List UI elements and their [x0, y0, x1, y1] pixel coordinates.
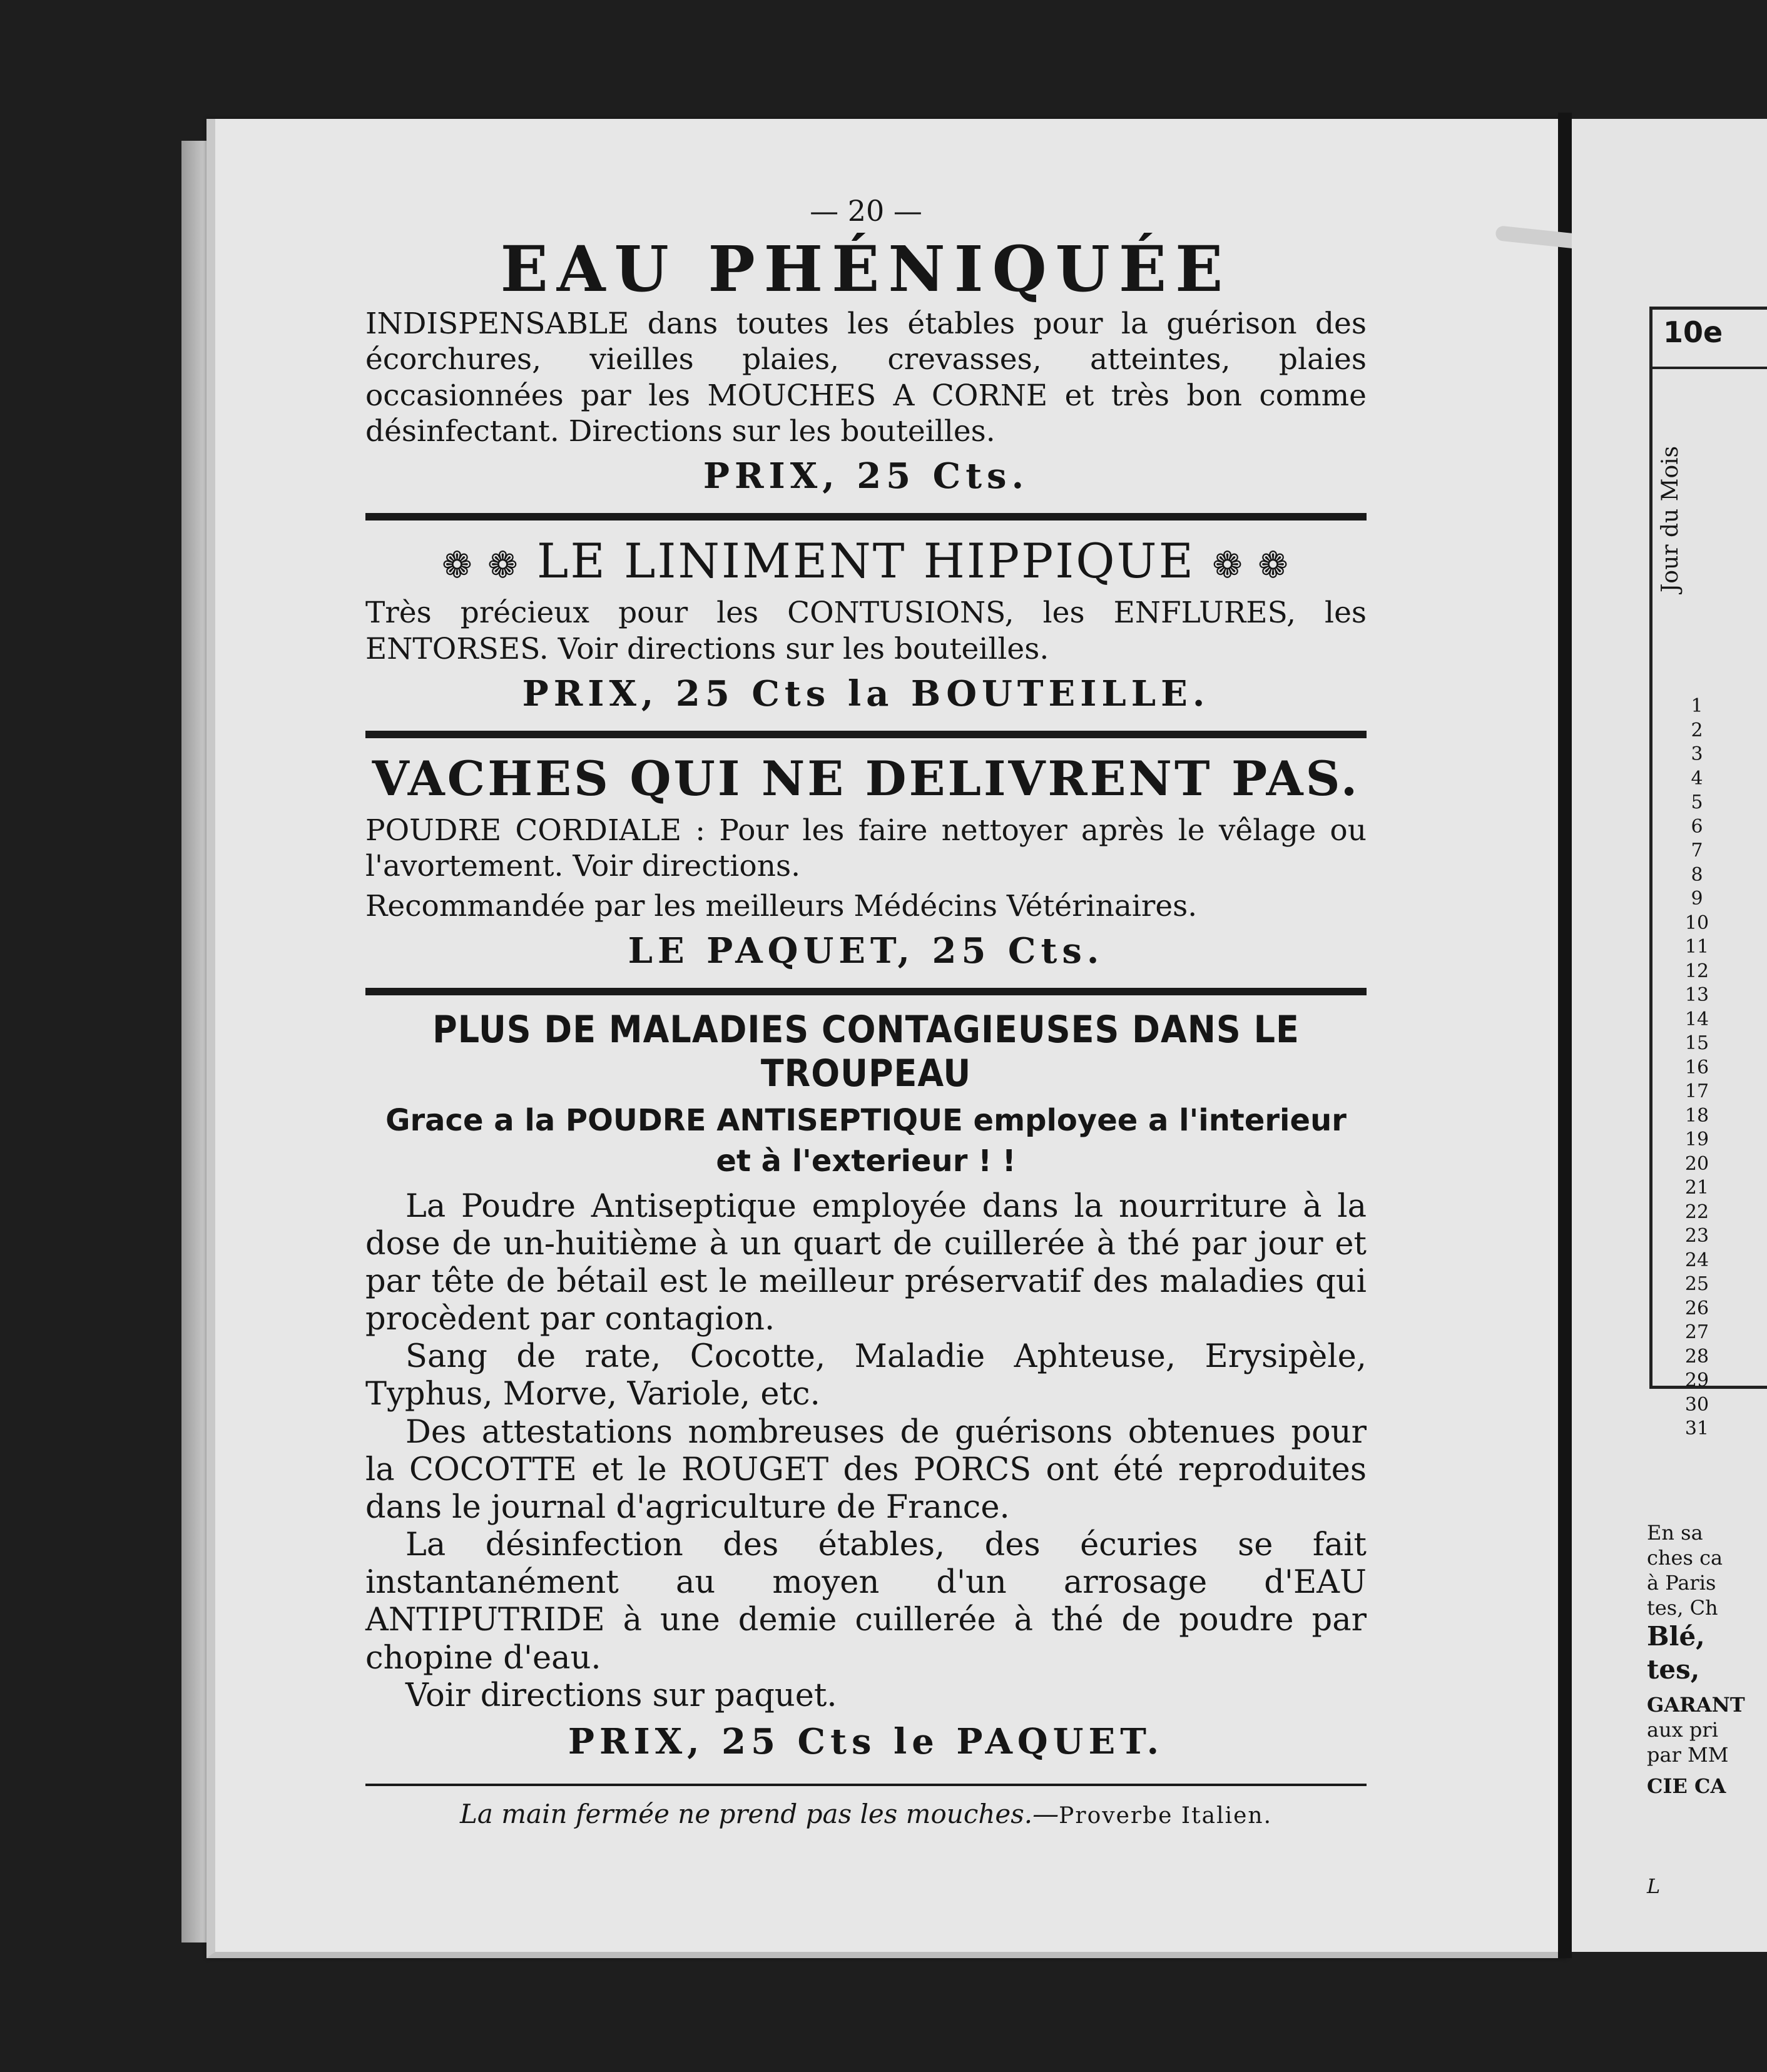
calendar-day: 31 [1684, 1418, 1709, 1440]
troupeau-paragraph: Sang de rate, Cocotte, Maladie Aphteuse, Erysipèle, Typhus, Morve, Variole, etc. [365, 1338, 1367, 1413]
calendar-day: 20 [1684, 1152, 1709, 1175]
divider [365, 731, 1367, 738]
eau-title: EAU PHÉNIQUÉE [500, 232, 1232, 306]
troupeau-subtitle: Grace a la POUDRE ANTISEPTIQUE employee a l'interieur et à l'exterieur ! ! [385, 1102, 1347, 1179]
vaches-body: POUDRE CORDIALE : Pour les faire nettoyer après le vêlage ou l'avortement. Voir directions. [365, 813, 1367, 884]
page-edge [181, 141, 209, 1942]
book-gutter [1558, 113, 1572, 1958]
calendar-day: 18 [1684, 1104, 1709, 1127]
calendar-day: 21 [1684, 1177, 1709, 1199]
calendar-day: 25 [1684, 1273, 1709, 1295]
calendar-day: 6 [1691, 815, 1703, 838]
troupeau-paragraph: La Poudre Antiseptique employée dans la nourriture à la dose de un-huitième à un quart de cuillerée à thé par jour et par tête de bétail est le meilleur préservatif des maladies qui procèdent par contagion. [365, 1187, 1367, 1338]
calendar-day: 26 [1684, 1297, 1709, 1319]
proverb-text: La main fermée ne prend pas les mouches.— [459, 1798, 1059, 1829]
divider [365, 988, 1367, 995]
calendar-day: 22 [1684, 1201, 1709, 1223]
calendar-day: 5 [1691, 791, 1703, 813]
calendar-day: 19 [1684, 1129, 1709, 1150]
calendar-day: 7 [1691, 840, 1703, 861]
liniment-body: Très précieux pour les CONTUSIONS, les ENFLURES, les ENTORSES. Voir directions sur les bouteilles. [365, 596, 1367, 666]
calendar-day: 8 [1691, 863, 1703, 886]
vaches-recommendation: Recommandée par les meilleurs Médécins Vétérinaires. [365, 888, 1198, 923]
calendar-day: 9 [1691, 888, 1703, 910]
calendar-day: 17 [1684, 1080, 1709, 1102]
right-page [1572, 119, 1767, 1952]
text-fragment: à Paris [1647, 1571, 1716, 1595]
proverb [365, 1799, 1367, 1829]
calendar-day: 30 [1684, 1393, 1709, 1416]
calendar-header: 10e [1649, 307, 1767, 369]
calendar-day: 28 [1684, 1345, 1709, 1368]
text-fragment: tes, [1647, 1653, 1700, 1685]
calendar-day: 27 [1684, 1321, 1709, 1343]
calendar-days [1672, 694, 1722, 1441]
eau-body: INDISPENSABLE dans toutes les étables pour la guérison des écorchures, vieilles plaies, crevasses, atteintes, plaies occasionnées par les MOUCHES A CORNE et très bon comme désinfectant. Directions sur les bouteilles. [365, 307, 1367, 449]
text-fragment: Blé, [1647, 1621, 1705, 1652]
calendar-day: 12 [1684, 960, 1709, 982]
calendar-day: 15 [1684, 1032, 1709, 1054]
right-page-fragments [1647, 1520, 1767, 1899]
text-fragment: aux pri [1647, 1718, 1718, 1742]
ornament-left-icon: ❁ ❁ [442, 544, 520, 587]
troupeau-title: PLUS DE MALADIES CONTAGIEUSES DANS LE TROUPEAU [432, 1007, 1300, 1095]
vaches-title: VACHES QUI NE DELIVRENT PAS. [372, 750, 1360, 806]
text-fragment: En sa [1647, 1521, 1703, 1545]
liniment-title: LE LINIMENT HIPPIQUE [536, 533, 1196, 589]
text-fragment: GARANT [1647, 1693, 1745, 1717]
left-page [206, 119, 1567, 1958]
text-fragment: CIE CA [1647, 1774, 1726, 1798]
page-number: — 20 — [810, 194, 922, 228]
text-fragment: par MM [1647, 1743, 1729, 1767]
calendar-day: 13 [1684, 984, 1709, 1006]
calendar-day: 3 [1691, 743, 1703, 765]
vaches-price: LE PAQUET, 25 Cts. [628, 930, 1104, 972]
text-fragment: ches ca [1647, 1546, 1723, 1570]
calendar-column-label: Jour du Mois [1658, 445, 1683, 593]
calendar-day: 29 [1684, 1369, 1709, 1391]
eau-price: PRIX, 25 Cts. [703, 455, 1029, 497]
calendar-day: 14 [1684, 1008, 1709, 1030]
divider [365, 513, 1367, 521]
ornament-right-icon: ❁ ❁ [1212, 544, 1290, 587]
proverb-source: Proverbe Italien. [1059, 1802, 1273, 1829]
text-fragment: tes, Ch [1647, 1596, 1718, 1620]
troupeau-paragraph: Voir directions sur paquet. [405, 1677, 837, 1714]
calendar-day: 16 [1684, 1056, 1709, 1079]
calendar-day: 1 [1691, 695, 1703, 717]
calendar-day: 23 [1684, 1225, 1709, 1247]
liniment-header [365, 533, 1367, 589]
troupeau-paragraph: Des attestations nombreuses de guérisons obtenues pour la COCOTTE et le ROUGET des PORCS ont été reproduites dans le journal d'agriculture de France. [365, 1413, 1367, 1526]
troupeau-paragraph: La désinfection des étables, des écuries se fait instantanément au moyen d'un arrosage d'EAU ANTIPUTRIDE à une demie cuillerée à thé de poudre par chopine d'eau. [365, 1526, 1367, 1677]
troupeau-price: PRIX, 25 Cts le PAQUET. [568, 1720, 1164, 1762]
calendar-day: 11 [1684, 936, 1709, 958]
calendar-day: 10 [1684, 912, 1709, 934]
calendar-day: 2 [1691, 719, 1703, 741]
text-fragment: L [1647, 1874, 1661, 1898]
divider [365, 1784, 1367, 1786]
calendar-day: 24 [1684, 1249, 1709, 1271]
page-content [365, 194, 1367, 1829]
calendar-day: 4 [1691, 767, 1703, 790]
liniment-price: PRIX, 25 Cts la BOUTEILLE. [522, 673, 1210, 714]
